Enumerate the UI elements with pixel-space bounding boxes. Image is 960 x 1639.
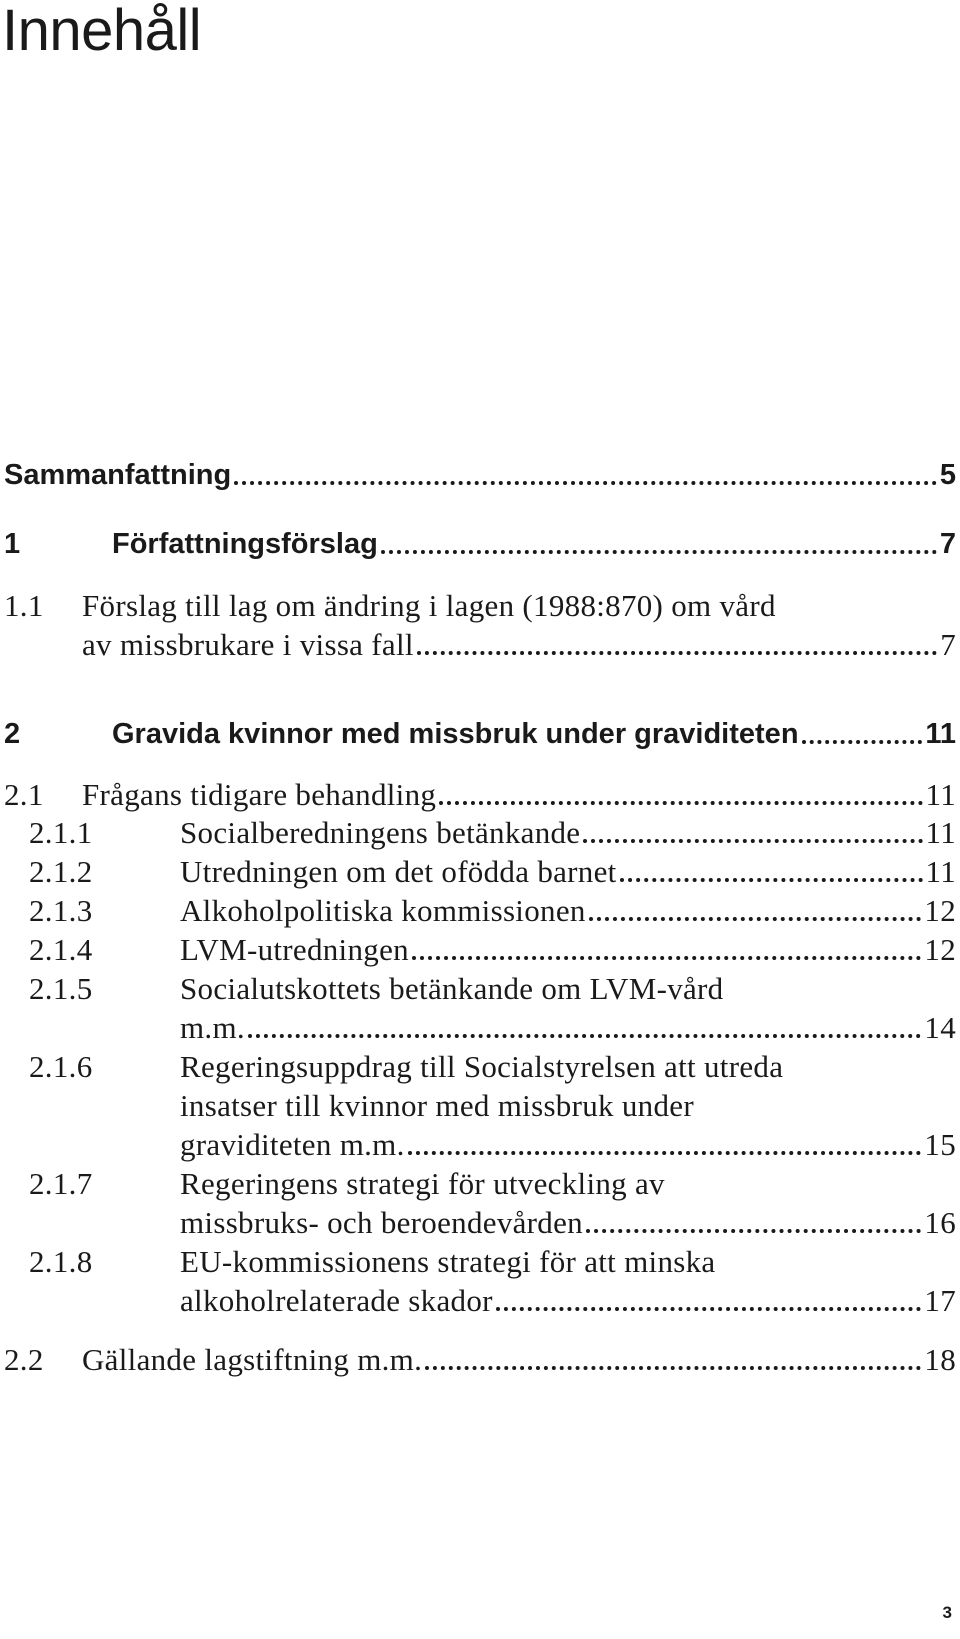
dot-leader bbox=[425, 1366, 921, 1370]
dot-leader bbox=[381, 550, 937, 554]
toc-page-number: 11 bbox=[925, 777, 956, 812]
toc-entry-title-line: Förslag till lag om ändring i lagen (1988:870) om vård bbox=[82, 588, 776, 623]
toc-section-number: 1.1 bbox=[4, 588, 44, 623]
toc-page-number: 15 bbox=[924, 1127, 956, 1162]
toc-page-number: 17 bbox=[924, 1283, 956, 1318]
toc-section-number: 2.1.8 bbox=[29, 1244, 93, 1279]
toc-page-number: 11 bbox=[925, 854, 956, 889]
toc-page-number: 12 bbox=[924, 893, 956, 928]
toc-entry-title-line: EU-kommissionens strategi för att minska bbox=[180, 1244, 716, 1279]
footer-page-number: 3 bbox=[942, 1603, 952, 1622]
toc-entry-title: m.m. bbox=[180, 1010, 245, 1045]
toc-page-number: 16 bbox=[924, 1205, 956, 1240]
toc-entry-title: alkoholrelaterade skador bbox=[180, 1283, 493, 1318]
toc-entry-title-line: Regeringsuppdrag till Socialstyrelsen att utreda bbox=[180, 1049, 784, 1084]
toc-entry-title: Utredningen om det ofödda barnet bbox=[180, 854, 617, 889]
dot-leader bbox=[234, 481, 937, 485]
toc-entry-title: av missbrukare i vissa fall bbox=[82, 627, 414, 662]
toc-section-number: 2.1.6 bbox=[29, 1049, 93, 1084]
dot-leader bbox=[412, 956, 921, 960]
toc-section-number: 2.1 bbox=[4, 777, 44, 812]
toc-section-number: 2.1.5 bbox=[29, 971, 93, 1006]
toc-section-number: 2.1.7 bbox=[29, 1166, 93, 1201]
dot-leader bbox=[586, 1229, 921, 1233]
dot-leader bbox=[802, 740, 923, 744]
toc-entry-title: LVM-utredningen bbox=[180, 932, 409, 967]
toc-entry-title-line: Socialutskottets betänkande om LVM-vård bbox=[180, 971, 724, 1006]
toc-section-number: 1 bbox=[4, 528, 21, 560]
toc-page-number: 5 bbox=[939, 459, 956, 491]
dot-leader bbox=[248, 1034, 921, 1038]
toc-page-number: 11 bbox=[925, 815, 956, 850]
toc-page-number: 11 bbox=[925, 718, 956, 750]
toc-entry-title: Sammanfattning bbox=[4, 459, 232, 491]
dot-leader bbox=[589, 917, 922, 921]
toc-entry-title: graviditeten m.m. bbox=[180, 1127, 405, 1162]
dot-leader bbox=[583, 839, 922, 843]
toc-entry-title: Författningsförslag bbox=[112, 528, 378, 560]
toc-page-number: 12 bbox=[924, 932, 956, 967]
toc-entry-title: Alkoholpolitiska kommissionen bbox=[180, 893, 586, 928]
toc-page-number: 14 bbox=[924, 1010, 956, 1045]
toc-entry-title: missbruks- och beroendevården bbox=[180, 1205, 583, 1240]
toc-page-number: 7 bbox=[939, 528, 956, 560]
toc-entry-title: Gällande lagstiftning m.m. bbox=[82, 1342, 423, 1377]
dot-leader bbox=[408, 1151, 922, 1155]
toc-section-number: 2.2 bbox=[4, 1342, 44, 1377]
toc-section-number: 2.1.4 bbox=[29, 932, 93, 967]
dot-leader bbox=[620, 878, 923, 882]
dot-leader bbox=[439, 801, 922, 805]
dot-leader bbox=[417, 651, 937, 655]
toc-entry-title: Gravida kvinnor med missbruk under graviditeten bbox=[112, 718, 799, 750]
toc-page-number: 18 bbox=[924, 1342, 956, 1377]
page-title: Innehåll bbox=[2, 0, 202, 63]
toc-section-number: 2.1.2 bbox=[29, 854, 93, 889]
dot-leader bbox=[496, 1307, 922, 1311]
toc-section-number: 2.1.1 bbox=[29, 815, 93, 850]
toc-entry-title-line: insatser till kvinnor med missbruk under bbox=[180, 1088, 694, 1123]
toc-entry-title-line: Regeringens strategi för utveckling av bbox=[180, 1166, 665, 1201]
toc-page-number: 7 bbox=[940, 627, 956, 662]
toc-entry-title: Frågans tidigare behandling bbox=[82, 777, 437, 812]
toc-entry-title: Socialberedningens betänkande bbox=[180, 815, 581, 850]
toc-section-number: 2.1.3 bbox=[29, 893, 93, 928]
toc-section-number: 2 bbox=[4, 718, 21, 750]
